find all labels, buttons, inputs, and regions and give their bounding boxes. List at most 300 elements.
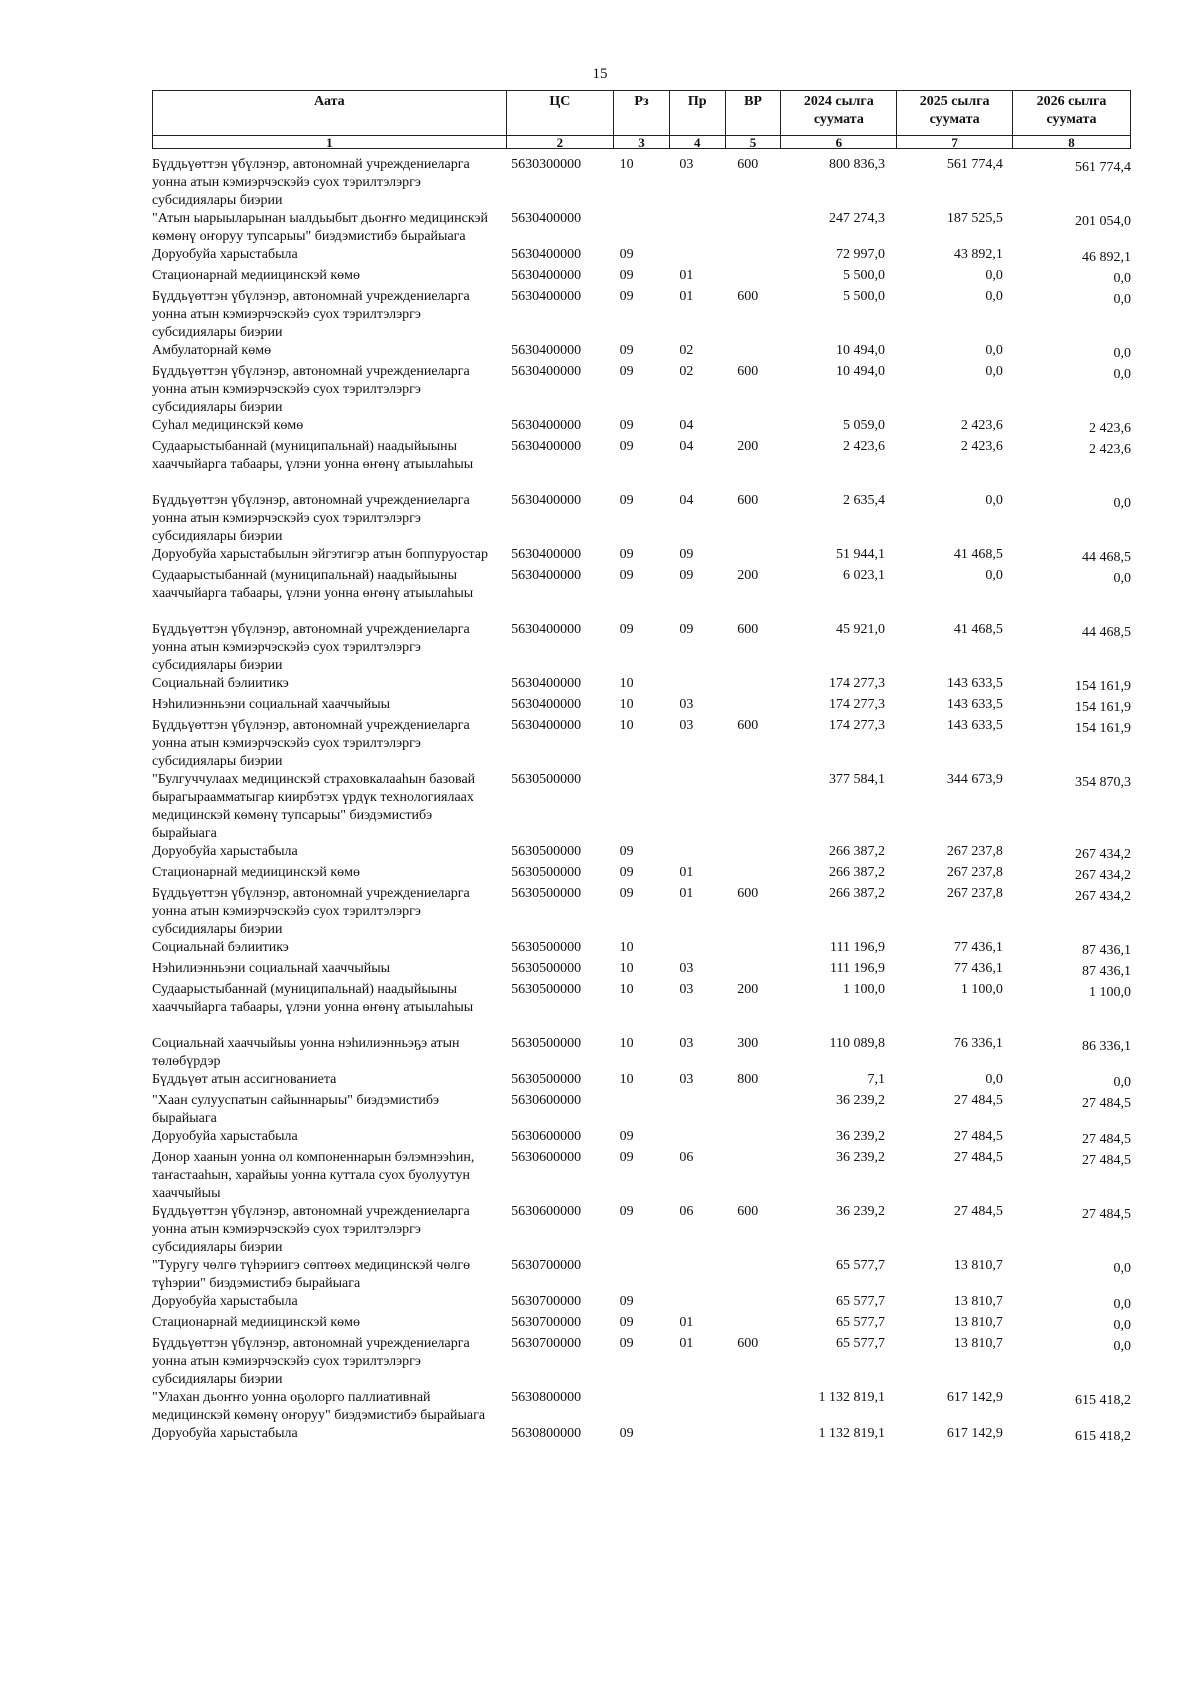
row-rz: 09 xyxy=(619,622,634,637)
row-value-2025: 27 484,5 xyxy=(953,1150,1003,1165)
row-name: "Туругу чөлгө түһэриигэ сөптөөх медицинскэй чөлгө түһэрии" биэдэмистибэ бырайыага xyxy=(152,1258,471,1291)
row-value-2024: 65 577,7 xyxy=(836,1294,885,1309)
row-cs: 5630400000 xyxy=(511,622,582,637)
row-cs: 5630700000 xyxy=(511,1336,582,1351)
row-vr xyxy=(725,939,781,960)
table-row xyxy=(152,1335,1131,1389)
row-cs: 5630400000 xyxy=(511,364,582,379)
row-vr: 200 xyxy=(737,982,759,997)
row-pr: 09 xyxy=(679,622,694,637)
row-vr xyxy=(725,1314,781,1335)
row-pr xyxy=(669,1425,725,1446)
row-value-2025: 617 142,9 xyxy=(946,1390,1003,1405)
row-vr xyxy=(725,1092,781,1128)
row-vr: 300 xyxy=(737,1036,759,1051)
row-value-2024: 5 500,0 xyxy=(843,289,885,304)
row-cs: 5630400000 xyxy=(511,439,582,454)
table-row xyxy=(152,546,1131,567)
table-row xyxy=(152,492,1131,546)
row-value-2026: 46 892,1 xyxy=(1082,250,1131,265)
row-vr xyxy=(725,342,781,363)
row-cs: 5630500000 xyxy=(511,886,582,901)
row-vr xyxy=(725,1149,781,1203)
row-pr xyxy=(669,210,725,246)
row-value-2026: 2 423,6 xyxy=(1089,421,1131,436)
row-value-2026: 354 870,3 xyxy=(1075,775,1131,790)
row-name: Бүддьүөттэн үбүлэнэр, автономнай учреждениеларга уонна атын кэмиэрчэскэйэ суох тэрилтэлэргэ субсидиялары биэрии xyxy=(152,1204,470,1255)
row-value-2025: 0,0 xyxy=(985,289,1003,304)
row-cs: 5630400000 xyxy=(511,697,582,712)
table-row xyxy=(152,438,1131,492)
table-row xyxy=(152,843,1131,864)
row-pr: 01 xyxy=(679,1315,694,1330)
row-value-2024: 36 239,2 xyxy=(836,1129,885,1144)
row-rz: 09 xyxy=(619,547,634,562)
row-pr: 03 xyxy=(679,157,694,172)
row-value-2025: 41 468,5 xyxy=(953,547,1003,562)
row-vr: 200 xyxy=(737,568,759,583)
page-number: 15 xyxy=(592,66,608,82)
row-name: Бүддьүөт атын ассигнованиета xyxy=(152,1072,337,1087)
row-name: Бүддьүөттэн үбүлэнэр, автономнай учреждениеларга уонна атын кэмиэрчэскэйэ суох тэрилтэлэргэ субсидиялары биэрии xyxy=(152,364,470,415)
row-value-2026: 615 418,2 xyxy=(1075,1393,1131,1408)
row-value-2025: 143 633,5 xyxy=(946,697,1003,712)
row-vr xyxy=(725,960,781,981)
row-vr xyxy=(725,1425,781,1446)
row-rz: 10 xyxy=(619,940,634,955)
header-colnum-7: 7 xyxy=(897,136,1013,149)
row-pr: 02 xyxy=(679,343,694,358)
row-cs: 5630500000 xyxy=(511,961,582,976)
row-pr: 04 xyxy=(679,439,694,454)
row-value-2026: 0,0 xyxy=(1113,571,1131,586)
table-row xyxy=(152,675,1131,696)
row-cs: 5630400000 xyxy=(511,547,582,562)
row-vr: 600 xyxy=(737,493,759,508)
row-cs: 5630400000 xyxy=(511,676,582,691)
row-value-2026: 267 434,2 xyxy=(1075,847,1131,862)
row-vr xyxy=(725,843,781,864)
table-row xyxy=(152,288,1131,342)
row-rz: 10 xyxy=(619,697,634,712)
header-2024: 2024 сылга суумата xyxy=(781,91,897,136)
row-vr xyxy=(725,771,781,843)
row-rz: 10 xyxy=(619,1036,634,1051)
row-pr: 06 xyxy=(679,1204,694,1219)
row-cs: 5630500000 xyxy=(511,1036,582,1051)
row-value-2026: 267 434,2 xyxy=(1075,889,1131,904)
row-name: "Хаан сулууспатын сайыннарыы" биэдэмистибэ бырайыага xyxy=(152,1093,440,1126)
budget-table xyxy=(152,156,1131,1446)
row-value-2025: 13 810,7 xyxy=(953,1294,1003,1309)
row-value-2025: 13 810,7 xyxy=(953,1258,1003,1273)
row-name: Бүддьүөттэн үбүлэнэр, автономнай учреждениеларга уонна атын кэмиэрчэскэйэ суох тэрилтэлэргэ субсидиялары биэрии xyxy=(152,157,470,208)
table-row xyxy=(152,210,1131,246)
row-vr xyxy=(725,675,781,696)
row-value-2024: 111 196,9 xyxy=(830,940,885,955)
row-vr xyxy=(725,1257,781,1293)
row-rz: 10 xyxy=(619,718,634,733)
table-row xyxy=(152,1425,1131,1446)
row-vr: 600 xyxy=(737,622,759,637)
row-pr xyxy=(669,771,725,843)
row-pr: 03 xyxy=(679,1072,694,1087)
row-rz: 09 xyxy=(619,1129,634,1144)
row-rz: 09 xyxy=(619,1294,634,1309)
row-rz xyxy=(614,1092,670,1128)
row-cs: 5630700000 xyxy=(511,1258,582,1273)
header-rz: Рз xyxy=(614,91,670,136)
row-rz: 09 xyxy=(619,493,634,508)
row-cs: 5630400000 xyxy=(511,211,582,226)
row-value-2026: 201 054,0 xyxy=(1075,214,1131,229)
row-value-2025: 13 810,7 xyxy=(953,1315,1003,1330)
row-cs: 5630500000 xyxy=(511,865,582,880)
row-value-2024: 800 836,3 xyxy=(829,157,885,172)
row-rz xyxy=(614,1257,670,1293)
row-cs: 5630400000 xyxy=(511,247,582,262)
row-cs: 5630400000 xyxy=(511,418,582,433)
header-colnum-8: 8 xyxy=(1013,136,1131,149)
row-name: Доруобуйа харыстабыла xyxy=(152,1426,298,1441)
row-pr: 03 xyxy=(679,697,694,712)
row-rz: 09 xyxy=(619,1426,634,1441)
header-colnum-5: 5 xyxy=(725,136,781,149)
row-name: Бүддьүөттэн үбүлэнэр, автономнай учреждениеларга уонна атын кэмиэрчэскэйэ суох тэрилтэлэргэ субсидиялары биэрии xyxy=(152,493,470,544)
row-value-2026: 615 418,2 xyxy=(1075,1429,1131,1444)
row-pr: 01 xyxy=(679,289,694,304)
row-name: "Улахан дьоҥҥо уонна оҕолорго паллиативнай медицинскэй көмөнү оҥоруу" биэдэмистибэ бырайыага xyxy=(152,1390,486,1423)
row-pr xyxy=(669,675,725,696)
table-row xyxy=(152,1071,1131,1092)
table-row xyxy=(152,1149,1131,1203)
row-value-2025: 0,0 xyxy=(985,493,1003,508)
row-value-2026: 0,0 xyxy=(1113,367,1131,382)
row-name: Судаарыстыбаннай (муниципальнай) наадыйыыны хааччыйарга табаары, үлэни уонна өҥөнү атыылаһыы xyxy=(152,568,474,601)
row-vr: 800 xyxy=(737,1072,759,1087)
row-value-2026: 44 468,5 xyxy=(1082,625,1131,640)
row-value-2026: 27 484,5 xyxy=(1082,1207,1131,1222)
row-value-2024: 7,1 xyxy=(867,1072,885,1087)
row-vr: 600 xyxy=(737,1336,759,1351)
row-vr xyxy=(725,864,781,885)
row-pr: 09 xyxy=(679,568,694,583)
row-value-2024: 45 921,0 xyxy=(836,622,885,637)
header-2026: 2026 сылга суумата xyxy=(1013,91,1131,136)
row-value-2025: 143 633,5 xyxy=(946,676,1003,691)
table-row xyxy=(152,417,1131,438)
row-rz: 09 xyxy=(619,865,634,880)
row-name: Стационарнай медиицинскэй көмө xyxy=(152,865,361,880)
row-value-2026: 154 161,9 xyxy=(1075,700,1131,715)
row-value-2025: 27 484,5 xyxy=(953,1093,1003,1108)
budget-table-body xyxy=(152,156,1131,1446)
row-pr: 02 xyxy=(679,364,694,379)
row-value-2026: 154 161,9 xyxy=(1075,679,1131,694)
row-rz: 09 xyxy=(619,268,634,283)
row-rz: 09 xyxy=(619,1336,634,1351)
row-cs: 5630400000 xyxy=(511,568,582,583)
row-pr: 09 xyxy=(679,547,694,562)
table-row xyxy=(152,981,1131,1035)
row-pr: 03 xyxy=(679,982,694,997)
row-value-2025: 0,0 xyxy=(985,1072,1003,1087)
row-name: Доруобуйа харыстабыла xyxy=(152,247,298,262)
row-rz: 09 xyxy=(619,247,634,262)
row-name: Бүддьүөттэн үбүлэнэр, автономнай учреждениеларга уонна атын кэмиэрчэскэйэ суох тэрилтэлэргэ субсидиялары биэрии xyxy=(152,1336,470,1387)
table-row xyxy=(152,342,1131,363)
row-value-2026: 86 336,1 xyxy=(1082,1039,1131,1054)
row-cs: 5630800000 xyxy=(511,1426,582,1441)
header-vr: ВР xyxy=(725,91,781,136)
row-value-2024: 5 500,0 xyxy=(843,268,885,283)
row-rz: 09 xyxy=(619,1150,634,1165)
table-header xyxy=(152,90,1131,149)
row-value-2024: 266 387,2 xyxy=(829,865,885,880)
row-rz: 09 xyxy=(619,568,634,583)
row-value-2026: 44 468,5 xyxy=(1082,550,1131,565)
row-value-2025: 143 633,5 xyxy=(946,718,1003,733)
row-value-2024: 72 997,0 xyxy=(836,247,885,262)
row-cs: 5630700000 xyxy=(511,1315,582,1330)
row-cs: 5630400000 xyxy=(511,289,582,304)
table-row xyxy=(152,939,1131,960)
row-value-2024: 247 274,3 xyxy=(829,211,885,226)
row-rz: 10 xyxy=(619,982,634,997)
row-vr xyxy=(725,546,781,567)
row-name: Социальнай бэлиитикэ xyxy=(152,676,289,691)
row-name: Бүддьүөттэн үбүлэнэр, автономнай учреждениеларга уонна атын кэмиэрчэскэйэ суох тэрилтэлэргэ субсидиялары биэрии xyxy=(152,718,470,769)
row-rz: 10 xyxy=(619,157,634,172)
header-colnum-3: 3 xyxy=(614,136,670,149)
row-pr: 06 xyxy=(679,1150,694,1165)
row-value-2025: 0,0 xyxy=(985,343,1003,358)
row-cs: 5630800000 xyxy=(511,1390,582,1405)
row-rz: 09 xyxy=(619,844,634,859)
row-value-2025: 27 484,5 xyxy=(953,1129,1003,1144)
table-row xyxy=(152,1035,1131,1071)
row-name: Доруобуйа харыстабыла xyxy=(152,1294,298,1309)
row-pr xyxy=(669,1257,725,1293)
table-row xyxy=(152,885,1131,939)
row-value-2024: 110 089,8 xyxy=(829,1036,885,1051)
header-row-titles xyxy=(153,91,1131,136)
row-pr xyxy=(669,1389,725,1425)
row-vr xyxy=(725,417,781,438)
row-pr: 03 xyxy=(679,718,694,733)
row-value-2024: 65 577,7 xyxy=(836,1258,885,1273)
row-rz xyxy=(614,1389,670,1425)
row-value-2025: 267 237,8 xyxy=(946,865,1003,880)
row-name: Судаарыстыбаннай (муниципальнай) наадыйыыны хааччыйарга табаары, үлэни уонна өҥөнү атыылаһыы xyxy=(152,982,474,1015)
header-colnum-4: 4 xyxy=(669,136,725,149)
row-pr xyxy=(669,1128,725,1149)
row-value-2024: 266 387,2 xyxy=(829,844,885,859)
row-pr xyxy=(669,1092,725,1128)
row-value-2024: 10 494,0 xyxy=(836,343,885,358)
row-cs: 5630500000 xyxy=(511,982,582,997)
row-value-2025: 77 436,1 xyxy=(953,940,1003,955)
row-value-2026: 0,0 xyxy=(1113,1339,1131,1354)
row-value-2024: 111 196,9 xyxy=(830,961,885,976)
table-row xyxy=(152,156,1131,210)
table-row xyxy=(152,1314,1131,1335)
row-cs: 5630500000 xyxy=(511,844,582,859)
row-rz: 09 xyxy=(619,364,634,379)
row-value-2024: 6 023,1 xyxy=(843,568,885,583)
row-rz: 09 xyxy=(619,1315,634,1330)
row-value-2024: 2 423,6 xyxy=(843,439,885,454)
table-row xyxy=(152,1128,1131,1149)
header-colnum-1: 1 xyxy=(153,136,507,149)
row-vr: 600 xyxy=(737,718,759,733)
row-pr: 03 xyxy=(679,961,694,976)
row-pr xyxy=(669,939,725,960)
header-cs: ЦС xyxy=(506,91,613,136)
row-value-2026: 561 774,4 xyxy=(1075,160,1131,175)
table-row xyxy=(152,1293,1131,1314)
row-name: Судаарыстыбаннай (муниципальнай) наадыйыыны хааччыйарга табаары, үлэни уонна өҥөнү атыылаһыы xyxy=(152,439,474,472)
row-pr: 03 xyxy=(679,1036,694,1051)
table-row xyxy=(152,1389,1131,1425)
row-vr: 600 xyxy=(737,289,759,304)
row-value-2026: 2 423,6 xyxy=(1089,442,1131,457)
row-value-2024: 1 132 819,1 xyxy=(818,1390,885,1405)
table-row xyxy=(152,363,1131,417)
row-pr: 04 xyxy=(679,418,694,433)
table-row xyxy=(152,621,1131,675)
row-name: Доруобуйа харыстабыла xyxy=(152,1129,298,1144)
row-value-2025: 187 525,5 xyxy=(946,211,1003,226)
row-value-2026: 154 161,9 xyxy=(1075,721,1131,736)
row-value-2025: 344 673,9 xyxy=(946,772,1003,787)
row-cs: 5630500000 xyxy=(511,772,582,787)
row-rz: 09 xyxy=(619,343,634,358)
row-rz: 10 xyxy=(619,961,634,976)
header-colnum-6: 6 xyxy=(781,136,897,149)
row-name: Донор хаанын уонна ол компоненнарын бэлэмнээһин, таҥастааһын, харайыы уонна куттала суох буолуутун хааччыйыы xyxy=(152,1150,475,1201)
row-pr xyxy=(669,1293,725,1314)
row-rz xyxy=(614,210,670,246)
row-cs: 5630500000 xyxy=(511,1072,582,1087)
row-value-2024: 174 277,3 xyxy=(829,697,885,712)
row-value-2026: 87 436,1 xyxy=(1082,964,1131,979)
row-value-2025: 561 774,4 xyxy=(946,157,1003,172)
row-cs: 5630600000 xyxy=(511,1204,582,1219)
row-cs: 5630600000 xyxy=(511,1129,582,1144)
row-value-2024: 2 635,4 xyxy=(843,493,885,508)
row-value-2024: 36 239,2 xyxy=(836,1150,885,1165)
row-name: Амбулаторнай көмө xyxy=(152,343,272,358)
row-value-2026: 0,0 xyxy=(1113,1318,1131,1333)
row-vr: 200 xyxy=(737,439,759,454)
row-value-2025: 0,0 xyxy=(985,268,1003,283)
row-value-2026: 27 484,5 xyxy=(1082,1153,1131,1168)
row-name: Нэһилиэнньэни социальнай хааччыйыы xyxy=(152,961,391,976)
row-value-2025: 617 142,9 xyxy=(946,1426,1003,1441)
header-pr: Пр xyxy=(669,91,725,136)
row-value-2026: 0,0 xyxy=(1113,346,1131,361)
row-value-2026: 87 436,1 xyxy=(1082,943,1131,958)
row-value-2024: 1 132 819,1 xyxy=(818,1426,885,1441)
row-pr xyxy=(669,246,725,267)
row-value-2026: 0,0 xyxy=(1113,1075,1131,1090)
row-value-2025: 76 336,1 xyxy=(953,1036,1003,1051)
row-rz: 09 xyxy=(619,418,634,433)
row-name: Бүддьүөттэн үбүлэнэр, автономнай учреждениеларга уонна атын кэмиэрчэскэйэ суох тэрилтэлэргэ субсидиялары биэрии xyxy=(152,886,470,937)
row-rz: 09 xyxy=(619,289,634,304)
row-vr xyxy=(725,1128,781,1149)
row-value-2025: 0,0 xyxy=(985,364,1003,379)
row-value-2025: 267 237,8 xyxy=(946,886,1003,901)
row-vr: 600 xyxy=(737,157,759,172)
row-value-2024: 377 584,1 xyxy=(829,772,885,787)
row-pr: 01 xyxy=(679,865,694,880)
row-value-2025: 0,0 xyxy=(985,568,1003,583)
row-value-2024: 5 059,0 xyxy=(843,418,885,433)
row-rz: 09 xyxy=(619,886,634,901)
row-value-2024: 65 577,7 xyxy=(836,1315,885,1330)
row-cs: 5630600000 xyxy=(511,1150,582,1165)
table-row xyxy=(152,960,1131,981)
row-cs: 5630400000 xyxy=(511,718,582,733)
row-value-2024: 51 944,1 xyxy=(836,547,885,562)
row-rz: 09 xyxy=(619,439,634,454)
row-value-2025: 77 436,1 xyxy=(953,961,1003,976)
table-row xyxy=(152,246,1131,267)
row-name: Бүддьүөттэн үбүлэнэр, автономнай учреждениеларга уонна атын кэмиэрчэскэйэ суох тэрилтэлэргэ субсидиялары биэрии xyxy=(152,289,470,340)
table-row xyxy=(152,696,1131,717)
header-colnum-2: 2 xyxy=(506,136,613,149)
row-vr xyxy=(725,1293,781,1314)
row-vr xyxy=(725,246,781,267)
row-vr xyxy=(725,267,781,288)
row-vr: 600 xyxy=(737,364,759,379)
row-name: "Атын ыарыыларынан ыалдьыбыт дьоҥҥо медицинскэй көмөнү оҥоруу тупсарыы" биэдэмистибэ бырайыага xyxy=(152,211,488,244)
header-name: Аата xyxy=(153,91,507,136)
row-value-2026: 0,0 xyxy=(1113,1261,1131,1276)
row-name: Суһал медицинскэй көмө xyxy=(152,418,304,433)
row-rz: 10 xyxy=(619,676,634,691)
row-pr: 01 xyxy=(679,1336,694,1351)
row-name: Социальнай бэлиитикэ xyxy=(152,940,289,955)
table-row xyxy=(152,1092,1131,1128)
row-value-2025: 27 484,5 xyxy=(953,1204,1003,1219)
row-name: Бүддьүөттэн үбүлэнэр, автономнай учреждениеларга уонна атын кэмиэрчэскэйэ суох тэрилтэлэргэ субсидиялары биэрии xyxy=(152,622,470,673)
row-value-2026: 0,0 xyxy=(1113,496,1131,511)
row-pr xyxy=(669,843,725,864)
row-name: Стационарнай медиицинскэй көмө xyxy=(152,1315,361,1330)
row-value-2026: 267 434,2 xyxy=(1075,868,1131,883)
table-row xyxy=(152,771,1131,843)
row-value-2026: 0,0 xyxy=(1113,1297,1131,1312)
row-vr xyxy=(725,210,781,246)
table-row xyxy=(152,1257,1131,1293)
row-cs: 5630300000 xyxy=(511,157,582,172)
row-value-2024: 65 577,7 xyxy=(836,1336,885,1351)
row-vr: 600 xyxy=(737,886,759,901)
row-cs: 5630400000 xyxy=(511,493,582,508)
table-row xyxy=(152,717,1131,771)
row-value-2024: 36 239,2 xyxy=(836,1093,885,1108)
row-value-2025: 41 468,5 xyxy=(953,622,1003,637)
row-rz xyxy=(614,771,670,843)
row-value-2026: 0,0 xyxy=(1113,292,1131,307)
row-cs: 5630700000 xyxy=(511,1294,582,1309)
row-name: Стационарнай медиицинскэй көмө xyxy=(152,268,361,283)
row-pr: 01 xyxy=(679,886,694,901)
row-cs: 5630600000 xyxy=(511,1093,582,1108)
